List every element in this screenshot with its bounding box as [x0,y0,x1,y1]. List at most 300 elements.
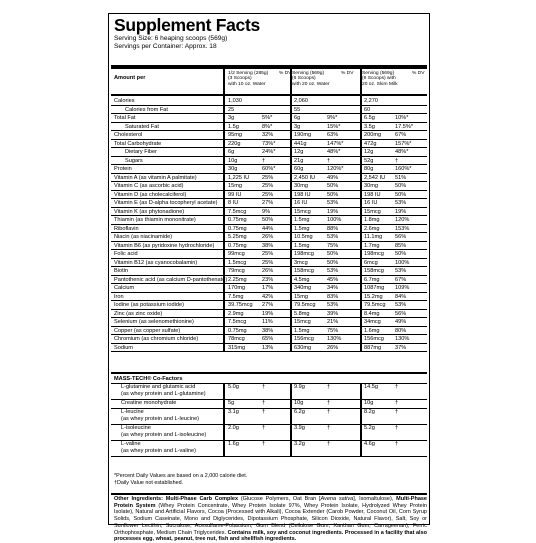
cofactor-dv: † [327,425,331,431]
cofactor-divider [111,372,427,374]
amount-value: 5.25mg [228,234,247,240]
carb-complex-label: Multi-Phase Carb Complex [165,496,239,502]
nutrient-row [111,310,427,319]
dv-value: 17% [262,285,274,291]
footer-divider [111,493,427,495]
cofactor-dv: † [327,441,331,447]
nutrient-row [111,148,427,157]
dv-value: † [395,157,399,164]
dv-value: 50% [327,251,339,257]
dv-value: 38% [262,327,274,334]
dv-value: 25% [262,251,274,257]
dv-value: 53% [327,302,339,308]
amount-value: 15mcg [294,208,311,215]
cofactor-dv: † [395,409,399,415]
amount-value: 30g [228,166,238,172]
amount-value: 340mg [294,285,312,291]
amount-value: 3g [228,115,235,121]
dv-value: 53% [395,268,407,274]
nutrient-row [111,106,427,115]
cofactor-row [111,384,427,400]
dv-value: 56% [395,234,407,240]
nutrient-row [111,97,427,106]
nutrient-row [111,182,427,191]
column-divider [223,69,225,352]
cofactor-amount: 5.2g [364,425,375,431]
amount-value: 78mcg [228,336,245,342]
amount-value: 472g [364,140,377,147]
dv-value: 25% [262,183,274,189]
amount-value: 1.6mg [364,327,380,334]
dv-value: 34% [327,285,339,291]
dv-value: 130% [395,336,410,342]
serving-size: Serving Size: 6 heaping scoops (569g) [114,35,228,42]
nutrient-row [111,191,427,200]
nutrient-row [111,344,427,353]
dv-value: 27% [262,200,274,206]
amount-value: 156mcg [294,336,314,342]
amount-value: 4.5mg [294,276,310,283]
amount-value: 887mg [364,344,382,351]
dv-value: 63% [327,132,339,138]
allergen-statement: Contains milk, soy and coconut ingredients. Processed in a facility that also processes egg, wheat, peanut, tree nut, fish and shellfish ingredients. [114,529,428,543]
nutrient-label: Iron [114,293,124,300]
dv-value: 24%* [262,149,276,155]
amount-value: 158mcg [294,268,314,274]
dv-value: 60%* [262,166,276,172]
dv-value: 153% [395,225,410,232]
column-header-serving-water: Serving (569g) (6 Scoops) with 20 oz. Water [292,71,330,87]
amount-value: 95mg [228,132,242,138]
cofactor-dv: † [327,400,331,406]
dv-value: 21% [327,319,339,325]
cofactor-label: (as whey protein and L-glutamine) [121,391,206,397]
nutrient-row [111,216,427,225]
other-ingredients: Other Ingredients: Multi-Phase Carb Complex (Glucose Polymers, Oat Bran [Avena sativa], Isomaltulose), Multi-Phase Protein System (Whey Protein Concentrate, Whey Protein Isolate 97%, Whey Protein Isolate, Hydrolyzed Whey Protein Isolate), Natural and Artificial Flavors, Cocoa (Processed with Alkali), Cocoa Extender (Carob Powder, Coconut Oil, Corn Syrup Solids, Sodium Caseinate, Mono and Diglycerides, Dipotassium Phosphate, Silicon Dioxide, Natural Flavor), Salt, Soy or Sunflower Lecithin, Sucralose, Acesulfame-Potassium, Gum Blend (Cellulose Gum, Xanthan Gum, Carrageenan), Ferric Orthophosphate, Medium Chain Triglycerides. Contains milk, soy and coconut ingredients. Processed in a facility that also processes egg, wheat, peanut, tree nut, fish and shellfish ingredients. [114,496,428,543]
cofactor-label: Creatine monohydrate [121,400,177,406]
dv-value: 48%* [327,149,341,155]
dv-value: 19% [262,310,274,317]
amount-value: 0.75mg [228,225,247,232]
nutrient-label: Saturated Fat [125,123,159,130]
dv-value: 50% [395,191,407,198]
cofactor-dv: † [327,384,331,390]
cofactor-amount: 5g [228,400,235,406]
nutrient-label: Calories [114,98,135,104]
nutrient-label: Dietary Fiber [125,149,158,155]
amount-value: 79mcg [228,268,245,274]
dv-value: 50% [262,217,274,223]
amount-value: 15mcg [294,319,311,325]
dv-value: † [327,157,331,164]
nutrient-row [111,276,427,285]
column-divider [223,384,225,457]
column-divider [290,384,292,457]
cofactor-row [111,400,427,409]
dv-value: 50% [395,183,407,189]
nutrient-row [111,293,427,302]
amount-value: 60g [294,166,304,172]
amount-value: 2,060 [294,98,308,104]
amount-value: 1.5mg [294,242,310,249]
dv-value: 26% [262,234,274,240]
nutrient-label: Total Carbohydrate [114,140,162,147]
cofactor-row [111,425,427,441]
nutrient-label: Riboflavin [114,225,139,232]
cofactor-dv: † [262,441,266,447]
servings-per-container: Servings per Container: Approx. 18 [114,43,217,50]
amount-value: 7.5mcg [228,319,247,325]
dv-value: 51% [395,174,407,181]
amount-value: 315mg [228,344,246,351]
amount-value: 2,450 IU [294,174,316,181]
amount-value: 2,270 [364,98,378,104]
cofactor-row [111,441,427,457]
amount-value: 10g [228,157,238,164]
nutrient-label: Vitamin E (as D-alpha tocopheryl acetate) [114,200,218,206]
dv-value: 9%* [327,115,338,121]
dv-value: 84% [395,293,407,300]
nutrient-label: Thiamin (as thiamin mononitrate) [114,217,196,223]
nutrient-row [111,267,427,276]
amount-value: 2.6mg [364,225,380,232]
nutrient-label: Vitamin D (as cholecalciferol) [114,191,187,198]
dv-value: 17.5%* [395,123,414,130]
nutrient-row [111,208,427,217]
protein-system-label: Multi-Phase Protein System [114,496,427,509]
dv-value: 53% [327,200,339,206]
dv-value: 50% [395,251,407,257]
amount-value: 220g [228,140,241,147]
dv-value: 53% [327,234,339,240]
nutrient-label: Biotin [114,268,128,274]
nutrient-row [111,327,427,336]
dv-value: 19% [395,208,407,215]
nutrient-label: Calcium [114,285,135,291]
amount-value: 1,225 IU [228,174,250,181]
thick-divider [111,65,427,69]
amount-value: 30mg [364,183,378,189]
dv-value: 11% [262,319,273,325]
cofactor-amount: 8.2g [364,409,375,415]
amount-value: 5.8mg [294,310,310,317]
amount-value: 156mcg [364,336,384,342]
amount-value: 79.5mcg [364,302,386,308]
dv-value: 37% [395,344,407,351]
dv-value: 88% [327,225,339,232]
column-header-water-dv: % DV [341,71,354,76]
amount-value: 198 IU [364,191,381,198]
nutrient-row [111,318,427,327]
amount-value: 198mcg [294,251,314,257]
cofactor-dv: † [395,384,399,390]
dv-value: 75% [327,327,339,334]
amount-value: 441g [294,140,307,147]
cofactor-label: L-leucine [121,409,144,415]
dv-value: 120% [395,217,410,223]
amount-value: 1.8mg [364,217,380,223]
amount-value: 99mcg [228,251,245,257]
nutrient-label: Zinc (as zinc oxide) [114,310,163,317]
dv-value: 50% [327,183,339,189]
dv-value: 53% [395,302,407,308]
amount-value: 200mg [364,132,382,138]
nutrient-label: Total Fat [114,115,136,121]
dv-value: 25% [262,191,274,198]
nutrient-label: Folic acid [114,251,138,257]
cofactor-dv: † [395,441,399,447]
amount-value: 3mcg [294,259,308,266]
amount-value: 198 IU [294,191,311,198]
nutrient-label: Protein [114,166,132,172]
amount-value: 1.5mg [294,327,310,334]
cofactor-amount: 2.0g [228,425,239,431]
cofactor-label: L-glutamine and glutamic acid [121,384,196,390]
cofactor-amount: 3.2g [294,441,305,447]
column-header-half-serving: 1/2 Serving (285g) (3 Scoops) with 10 oz. Water [228,71,269,87]
cofactor-label: (as whey protein and L-leucine) [121,416,200,422]
cofactor-dv: † [327,409,331,415]
footnote-dagger: †Daily Value not established. [114,480,184,486]
footnote-dv: *Percent Daily Values are based on a 2,000 calorie diet. [114,473,248,479]
dv-value: 53% [395,200,407,206]
amount-value: 2.9mg [228,310,244,317]
dv-value: 23% [262,276,274,283]
nutrient-row [111,114,427,123]
cofactor-amount: 5.0g [228,384,239,390]
dv-value: 100% [327,217,342,223]
amount-value: 16 IU [294,200,308,206]
dv-value: 67% [395,276,407,283]
dv-value: 15%* [327,123,341,130]
column-header-serving-milk: Serving (569g) (6 Scoops) with 20 oz. Skim Milk [362,71,398,87]
dv-value: 65% [262,336,274,342]
amount-value: 1.7mg [364,242,380,249]
dv-value: 44% [262,225,274,232]
nutrient-row [111,335,427,344]
nutrient-row [111,199,427,208]
amount-value: 60 [364,106,371,113]
amount-value: 190mg [294,132,312,138]
nutrient-label: Calories from Fat [125,106,168,113]
cofactor-amount: 10g [364,400,374,406]
column-divider [360,69,362,352]
dv-value: 100% [395,259,410,266]
nutrient-row [111,250,427,259]
nutrient-label: Vitamin B12 (as cyanocobalamin) [114,259,198,266]
dv-value: 80% [395,327,407,334]
nutrient-label: Selenium (as selenomethionine) [114,319,194,325]
amount-value: 1,030 [228,98,242,104]
panel-title: Supplement Facts [114,15,260,35]
amount-value: 79.5mcg [294,302,316,308]
column-divider [290,69,292,352]
cofactor-dv: † [262,409,266,415]
nutrient-row [111,140,427,149]
amount-value: 16 IU [364,200,378,206]
amount-value: 55 [294,106,301,113]
amount-value: 39.75mcg [228,302,253,308]
amount-value: 15.2mg [364,293,383,300]
dv-value: 56% [395,310,407,317]
amount-value: 198mcg [364,251,384,257]
nutrient-row [111,225,427,234]
nutrient-label: Vitamin A (as vitamin A palmitate) [114,174,197,181]
dv-value: 109% [395,285,410,291]
dv-value: 25% [262,174,274,181]
amount-value: 25 [228,106,235,113]
cofactor-dv: † [262,384,266,390]
column-header-milk-dv: % DV [412,71,425,76]
dv-value: 19% [327,208,339,215]
dv-value: 26% [327,344,339,351]
amount-value: 34mcg [364,319,381,325]
amount-value: 11.1mg [364,234,383,240]
amount-value: 1.5mcg [228,259,247,266]
nutrient-label: Vitamin B6 (as pyridoxine hydrochloride) [114,242,215,249]
cofactor-amount: 4.6g [364,441,375,447]
nutrient-label: Copper (as copper sulfate) [114,327,181,334]
nutrient-row [111,233,427,242]
nutrient-row [111,165,427,174]
dv-value: 25% [262,259,274,266]
amount-value: 30mg [294,183,308,189]
dv-value: 49% [327,174,339,181]
dv-value: 83% [327,293,339,300]
amount-value: 8 IU [228,200,239,206]
nutrient-row [111,157,427,166]
nutrient-label: Pantothenic acid (as calcium D-pantothenate) [114,276,228,283]
dv-value: 147%* [327,140,344,147]
amount-value: 630mg [294,344,312,351]
cofactor-label: (as whey protein and L-valine) [121,448,196,454]
dv-value: 48%* [395,149,409,155]
cofactors-heading [111,375,427,384]
amount-value: 1087mg [364,285,385,291]
amount-value: 6.5g [364,115,375,121]
amount-value: 52g [364,157,374,164]
nutrient-label: Chromium (as chromium chloride) [114,336,199,342]
amount-value: 0.75mg [228,217,247,223]
cofactor-amount: 1.6g [228,441,239,447]
dv-value: 53% [327,268,339,274]
cofactor-amount: 3.1g [228,409,239,415]
dv-value: 85% [395,242,407,249]
amount-value: 6.7mg [364,276,380,283]
dv-value: 5%* [262,115,273,121]
dv-value: 49% [395,319,407,325]
cofactor-amount: 10g [294,400,304,406]
amount-value: 12g [364,149,374,155]
amount-value: 2.25mg [228,276,247,283]
amount-value: 7.5mcg [228,208,247,215]
cofactor-amount: 14.5g [364,384,378,390]
cofactor-amount: 3.9g [294,425,305,431]
dv-value: 50% [327,191,339,198]
nutrient-row [111,301,427,310]
dv-value: 75% [327,242,339,249]
dv-value: 39% [327,310,339,317]
dv-value: 67% [395,132,407,138]
dv-value: 9% [262,208,271,215]
amount-value: 6mcg [364,259,378,266]
amount-value: 21g [294,157,304,164]
amount-value: 15mcg [364,208,381,215]
amount-value: 0.75mg [228,327,247,334]
amount-value: 10.5mg [294,234,313,240]
nutrient-label: Sodium [114,344,133,351]
amount-value: 158mcg [364,268,384,274]
amount-per-label: Amount per [114,75,146,81]
amount-value: 1.5mg [294,225,310,232]
cofactor-dv: † [262,400,266,406]
amount-value: 15mg [228,183,242,189]
cofactor-dv: † [262,425,266,431]
dv-value: 13% [262,344,274,351]
amount-value: 1.5g [228,123,239,130]
dv-value: 45% [327,276,339,283]
amount-value: 99 IU [228,191,242,198]
dv-value: 42% [262,293,274,300]
header-divider [111,94,427,96]
amount-value: 8.4mg [364,310,380,317]
cofactor-amount: 9.9g [294,384,305,390]
dv-value: 38% [262,242,274,249]
cofactor-amount: 6.2g [294,409,305,415]
dv-value: 32% [262,132,274,138]
amount-value: 2,542 IU [364,174,386,181]
cofactor-label: L-isoleucine [121,425,151,431]
nutrient-row [111,123,427,132]
nutrient-label: Sugars [125,157,143,164]
dv-value: † [262,157,266,164]
cofactor-row [111,409,427,425]
nutrient-row [111,174,427,183]
nutrient-label: Iodine (as potassium iodide) [114,302,184,308]
nutrient-label: Niacin (as niacinamide) [114,234,173,240]
cofactor-dv: † [395,400,399,406]
dv-value: 10%* [395,115,409,121]
nutrient-label: Vitamin C (as ascorbic acid) [114,183,184,189]
dv-value: 160%* [395,166,412,172]
nutrient-row [111,259,427,268]
dv-value: 130% [327,336,342,342]
dv-value: 157%* [395,140,412,147]
amount-value: 7.5mg [228,293,244,300]
column-header-half-dv: % DV [279,71,292,76]
nutrient-row [111,131,427,140]
cofactor-label: (as whey protein and L-isoleucine) [121,432,207,438]
nutrient-label: Vitamin K (as phytonadione) [114,208,185,215]
dv-value: 50% [327,259,339,266]
amount-value: 12g [294,149,304,155]
nutrient-row [111,242,427,251]
dv-value: 27% [262,302,274,308]
amount-value: 3g [294,123,301,130]
supplement-facts-panel [108,13,430,543]
cofactor-dv: † [395,425,399,431]
cofactor-label: L-valine [121,441,141,447]
dv-value: 26% [262,268,274,274]
nutrient-row [111,284,427,293]
dv-value: 120%* [327,166,344,172]
other-ingredients-label: Other Ingredients: [114,496,163,502]
amount-value: 6g [228,149,235,155]
dv-value: 8%* [262,123,273,130]
amount-value: 0.75mg [228,242,247,249]
amount-value: 1.5mg [294,217,310,223]
amount-value: 15mg [294,293,308,300]
